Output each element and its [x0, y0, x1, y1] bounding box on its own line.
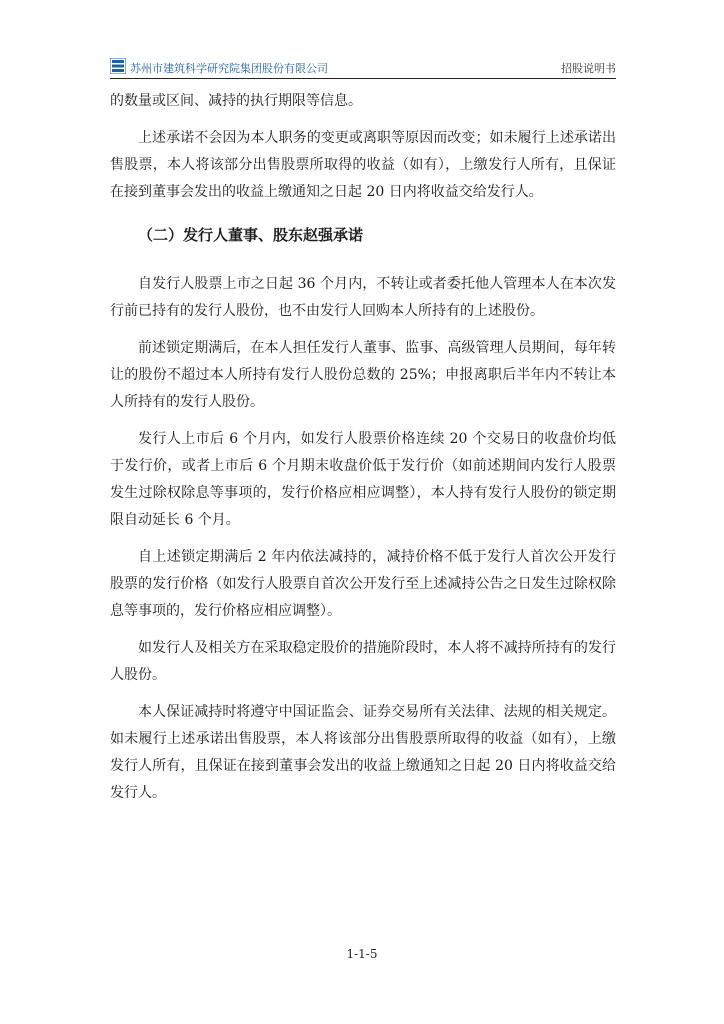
section-heading: （二）发行人董事、股东赵强承诺	[138, 226, 364, 244]
paragraph: 上述承诺不会因为本人职务的变更或离职等原因而改变；如未履行上述承诺出售股票，本人将该部分出售股票所取得的收益（如有），上缴发行人所有，且保证在接到董事会发出的收益上缴通知之日起 20 日内将收益交给发行人。	[110, 130, 616, 200]
header-company-name: 苏州市建筑科学研究院集团股份有限公司	[130, 62, 328, 75]
paragraph: 如发行人及相关方在采取稳定股价的措施阶段时，本人将不减持所持有的发行人股份。	[110, 640, 616, 683]
header-divider	[110, 78, 616, 79]
header-document-title: 招股说明书	[561, 62, 616, 75]
company-logo-icon	[110, 58, 126, 74]
paragraph: 发行人上市后 6 个月内，如发行人股票价格连续 20 个交易日的收盘价均低于发行价，或者上市后 6 个月期末收盘价低于发行价（如前述期间内发行人股票发生过除权除息等事项的，发行价格应相应调整），本人持有发行人股份的锁定期限自动延长 6 个月。	[110, 431, 616, 528]
document-body	[110, 88, 616, 817]
paragraph: 自发行人股票上市之日起 36 个月内，不转让或者委托他人管理本人在本次发行前已持有的发行人股份，也不由发行人回购本人所持有的上述股份。	[110, 276, 616, 319]
page-number: 1-1-5	[346, 947, 378, 961]
paragraph: 前述锁定期满后，在本人担任发行人董事、监事、高级管理人员期间，每年转让的股份不超过本人所持有发行人股份总数的 25%；申报离职后半年内不转让本人所持有的发行人股份。	[110, 340, 616, 410]
paragraph-continuation: 的数量或区间、减持的执行期限等信息。	[110, 93, 362, 109]
paragraph: 本人保证减持时将遵守中国证监会、证券交易所有关法律、法规的相关规定。如未履行上述承诺出售股票，本人将该部分出售股票所取得的收益（如有），上缴发行人所有，且保证在接到董事会发出的收益上缴通知之日起 20 日内将收益交给发行人。	[110, 704, 616, 801]
page-header	[110, 56, 616, 78]
paragraph: 自上述锁定期满后 2 年内依法减持的，减持价格不低于发行人首次公开发行股票的发行价格（如发行人股票自首次公开发行至上述减持公告之日发生过除权除息等事项的，发行价格应相应调整）。	[110, 549, 616, 619]
